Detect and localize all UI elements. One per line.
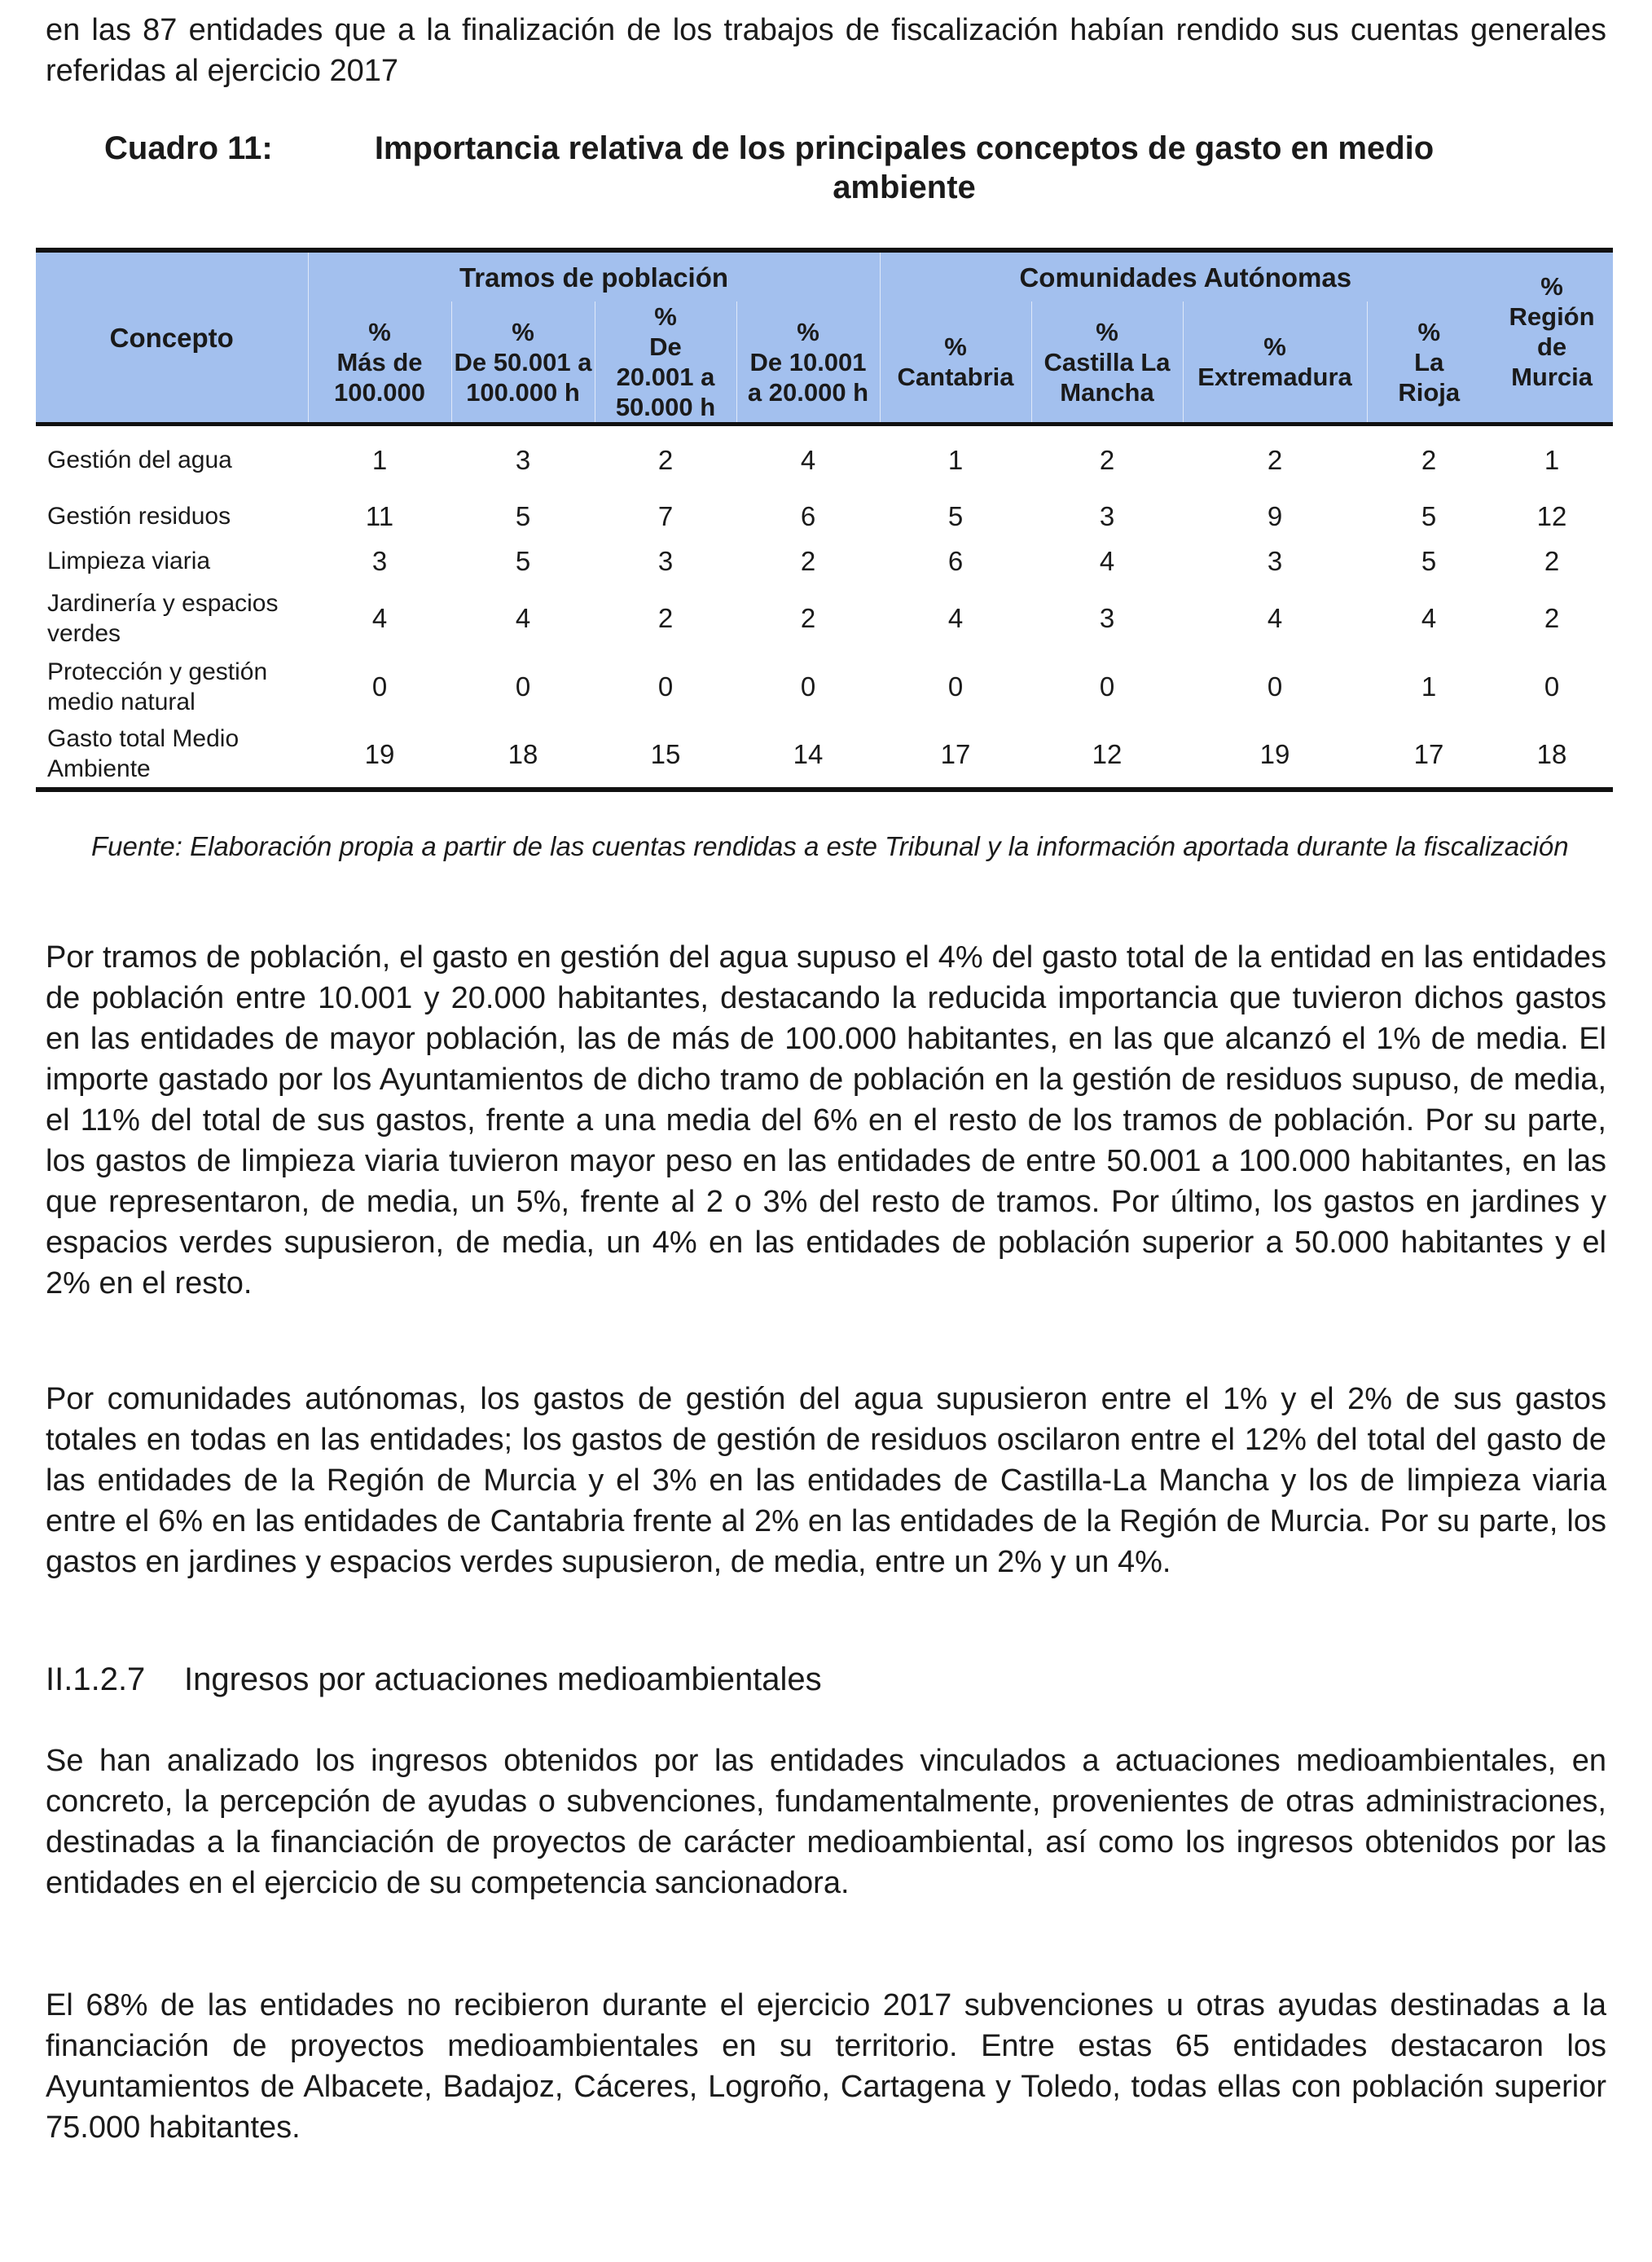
table-cell: 0: [947, 671, 964, 702]
header-col-6-line3: Mancha: [1060, 377, 1154, 407]
caption-title: Importancia relativa de los principales conceptos de gasto en medio ambiente: [374, 130, 1435, 205]
header-col-7-line2: Extremadura: [1197, 363, 1352, 391]
table-cell: 14: [736, 721, 880, 790]
header-col-8-line1: %: [1417, 317, 1441, 346]
table-cell: 0: [515, 671, 531, 702]
table-cell: 6: [800, 501, 816, 531]
header-col-7: [1183, 301, 1367, 425]
header-col-6: [1031, 301, 1183, 425]
table-cell: 0: [800, 671, 816, 702]
table-cell: 2: [800, 546, 816, 576]
header-col-1-line3: 100.000: [333, 377, 426, 407]
table-cell: 17: [1367, 721, 1491, 790]
header-col-9-line3: de: [1536, 332, 1567, 361]
table-caption: [0, 129, 1652, 210]
header-col-4: [736, 301, 880, 425]
paragraph-comunidades: Por comunidades autónomas, los gastos de gestión del agua supusieron entre el 1% y el 2% de sus gastos totales en todas en las entidades; los gastos de gestión de residuos oscilaron entre el 12% del total del gasto de las entidades de la Región de Murcia y el 3% en las entidades de Castilla-La Mancha y los de limpieza viaria entre el 6% en las entidades de Cantabria frente al 2% en las entidades de la Región de Murcia. Por su parte, los gastos en jardines y espacios verdes supusieron, de media, entre un 2% y un 4%.: [46, 1382, 1606, 1579]
header-col-8-line3: Rioja: [1398, 377, 1461, 407]
section-title: Ingresos por actuaciones medioambientales: [184, 1661, 822, 1697]
row-concept: Jardinería y espacios verdes: [47, 589, 279, 647]
header-col-9-line1: %: [1540, 272, 1563, 301]
section-number: II.1.2.7: [46, 1661, 146, 1697]
table-cell: 2: [657, 445, 674, 476]
source-note: Fuente: Elaboración propia a partir de las cuentas rendidas a este Tribunal y la información aportada durante la fiscalización: [91, 831, 1569, 861]
expense-table: [36, 248, 1613, 792]
table-cell: 3: [515, 445, 531, 476]
table-cell: 19: [308, 721, 451, 790]
concept-header: Concepto: [36, 250, 308, 425]
header-col-3: [595, 301, 736, 425]
header-col-4-line2: De 10.001: [749, 347, 867, 376]
intro-paragraph: en las 87 entidades que a la finalización de los trabajos de fiscalización habían rendido sus cuentas generales referidas al ejercicio 2017: [46, 13, 1606, 88]
row-concept: Gestión del agua: [47, 447, 232, 474]
header-col-9-rest: [1491, 301, 1613, 425]
table-cell: 3: [371, 546, 388, 576]
table-cell: 2: [1544, 603, 1560, 633]
header-col-2-line1: %: [512, 317, 534, 346]
group-header-comunidades: Comunidades Autónomas: [880, 250, 1491, 301]
table-cell: 5: [1421, 501, 1437, 531]
table-cell: 2: [1099, 445, 1115, 476]
table-cell: 9: [1267, 501, 1283, 531]
table-cell: 4: [800, 445, 816, 476]
header-col-8: [1367, 301, 1491, 425]
table-cell: 1: [1421, 671, 1437, 702]
header-col-3-line2: De: [649, 332, 682, 361]
table-cell: 1: [1544, 445, 1560, 476]
header-col-9: [1491, 250, 1613, 301]
header-col-9-line4: Murcia: [1511, 363, 1593, 391]
table-cell: 1: [947, 445, 964, 476]
table-cell: 0: [1544, 671, 1560, 702]
paragraph-subvenciones: El 68% de las entidades no recibieron durante el ejercicio 2017 subvenciones u otras ayudas destinadas a la financiación de proyectos medioambientales en su territorio. Entre estas 65 entidades destacaron los Ayuntamientos de Albacete, Badajoz, Cáceres, Logroño, Cartagena y Toledo, todas ellas con población superior 75.000 habitantes.: [46, 1988, 1606, 2145]
row-concept: Gasto total Medio Ambiente: [36, 721, 308, 790]
table-cell: 3: [1267, 546, 1283, 576]
table-cell: 12: [1031, 721, 1183, 790]
table-cell: 5: [1421, 546, 1437, 576]
header-col-2: [451, 301, 595, 425]
table-cell: 18: [1491, 721, 1613, 790]
table-row: [36, 539, 1613, 584]
row-concept: Gestión residuos: [47, 503, 231, 530]
header-col-5-line2: Cantabria: [897, 363, 1014, 391]
table-cell: 1: [371, 445, 388, 476]
table-cell: 4: [515, 603, 531, 633]
table-row: [36, 425, 1613, 495]
table-cell: 15: [595, 721, 736, 790]
table-cell: 2: [800, 603, 816, 633]
table-cell: 3: [657, 546, 674, 576]
table-row-total: [36, 721, 1613, 790]
table-cell: 4: [1421, 603, 1437, 633]
group-header-tramos: Tramos de población: [308, 250, 880, 301]
header-col-3-line3: 20.001 a: [616, 363, 715, 391]
header-col-6-line2: Castilla La: [1043, 347, 1171, 376]
table-cell: 2: [1544, 546, 1560, 576]
table-row: [36, 495, 1613, 539]
table-cell: 2: [1421, 445, 1437, 476]
table-cell: 4: [947, 603, 964, 633]
table-row: [36, 653, 1613, 721]
paragraph-ingresos: Se han analizado los ingresos obtenidos por las entidades vinculados a actuaciones medioambientales, en concreto, la percepción de ayudas o subvenciones, fundamentalmente, provenientes de otras administraciones, destinadas a la financiación de proyectos de carácter medioambiental, así como los ingresos obtenidos por las entidades en el ejercicio de su competencia sancionadora.: [46, 1744, 1606, 1900]
row-concept: Protección y gestión medio natural: [47, 658, 268, 715]
table-row: [36, 584, 1613, 653]
header-col-2-line3: 100.000 h: [466, 377, 580, 407]
table-cell: 0: [371, 671, 388, 702]
header-col-8-line2: La: [1414, 347, 1444, 376]
table-cell: 2: [1267, 445, 1283, 476]
header-col-7-line1: %: [1263, 332, 1286, 361]
header-col-5-line1: %: [944, 332, 967, 361]
table-cell: 3: [1099, 501, 1115, 531]
table-cell: 0: [1099, 671, 1115, 702]
table-cell: 12: [1536, 501, 1567, 531]
table-cell: 4: [1099, 546, 1115, 576]
header-col-1-line1: %: [368, 317, 391, 346]
table-cell: 5: [515, 546, 531, 576]
section-heading: [46, 1659, 822, 1700]
table-cell: 4: [371, 603, 388, 633]
row-concept: Limpieza viaria: [47, 548, 211, 574]
table-cell: 19: [1183, 721, 1367, 790]
table-cell: 4: [1267, 603, 1283, 633]
paragraph-tramos: Por tramos de población, el gasto en gestión del agua supuso el 4% del gasto total de la entidad en las entidades de población entre 10.001 y 20.000 habitantes, destacando la reducida importancia que tuvieron dichos gastos en las entidades de mayor población, las de más de 100.000 habitantes, en las que alcanzó el 1% de media. El importe gastado por los Ayuntamientos de dicho tramo de población en la gestión de residuos supuso, de media, el 11% del total de sus gastos, frente a una media del 6% en el resto de los tramos de población. Por su parte, los gastos de limpieza viaria tuvieron mayor peso en las entidades de entre 50.001 a 100.000 habitantes, en las que representaron, de media, un 5%, frente al 2 o 3% del resto de tramos. Por último, los gastos en jardines y espacios verdes supusieron, de media, un 4% en las entidades de población superior a 50.000 habitantes y el 2% en el resto.: [46, 940, 1606, 1300]
table-cell: 7: [657, 501, 674, 531]
header-col-2-line2: De 50.001 a: [454, 347, 592, 376]
table-cell: 0: [657, 671, 674, 702]
table-cell: 6: [947, 546, 964, 576]
header-col-4-line1: %: [797, 317, 819, 346]
table-cell: 5: [515, 501, 531, 531]
table-cell: 18: [451, 721, 595, 790]
caption-label: Cuadro 11:: [104, 130, 273, 166]
table-cell: 5: [947, 501, 964, 531]
header-col-4-line3: a 20.000 h: [747, 377, 869, 407]
table-cell: 11: [365, 501, 394, 531]
table-cell: 17: [880, 721, 1031, 790]
table-cell: 3: [1099, 603, 1115, 633]
table-cell: 0: [1267, 671, 1283, 702]
header-col-5: [880, 301, 1031, 425]
header-col-9-line2: Región: [1509, 302, 1595, 331]
header-col-3-line4: 50.000 h: [615, 393, 716, 421]
header-col-6-line1: %: [1096, 317, 1118, 346]
header-col-3-line1: %: [654, 302, 677, 331]
table-cell: 2: [657, 603, 674, 633]
header-col-1-line2: Más de: [336, 347, 423, 376]
header-col-1: [308, 301, 451, 425]
